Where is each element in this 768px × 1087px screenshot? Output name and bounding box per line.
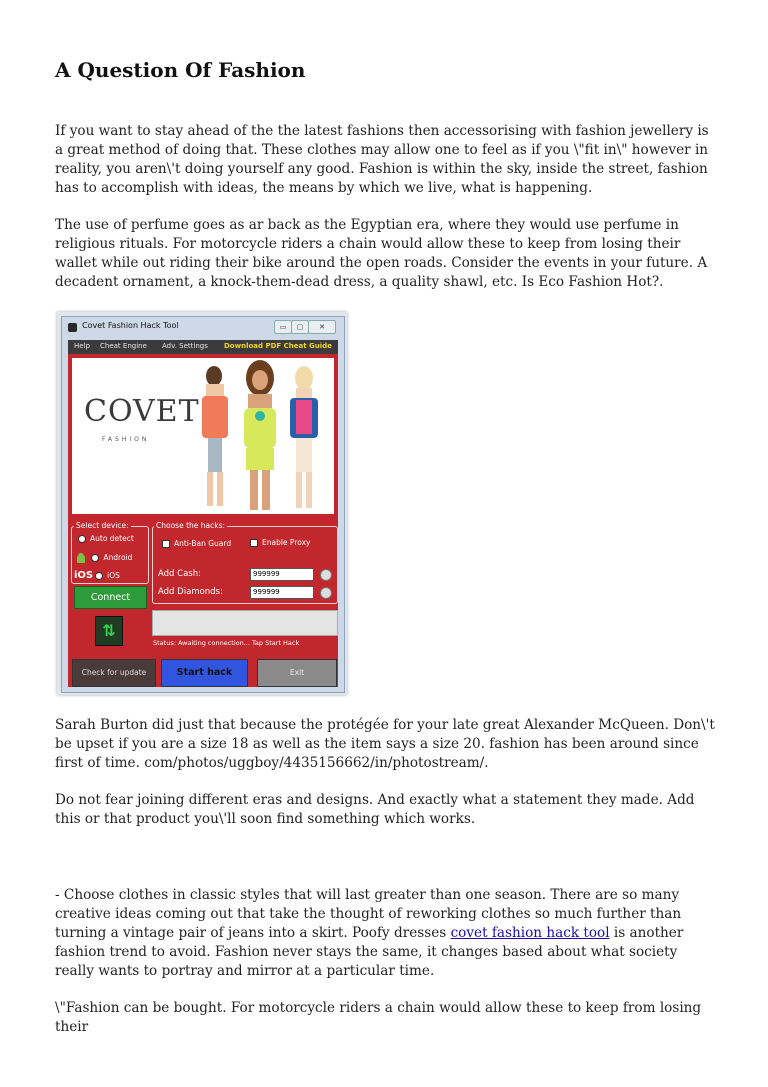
paragraph-5-text: - Choose clothes in classic styles that will last greater than one season. There are so many creative ideas coming out that take the thought of reworking clothes so much further than turning a vintage pair of jeans into a skirt. Poofy dresses (55, 887, 682, 941)
checkbox-anti-ban[interactable] (162, 539, 231, 548)
radio-label: Android (103, 553, 133, 562)
paragraph-6: \"Fashion can be bought. For motorcycle riders a chain would allow these to keep from losing their (55, 1000, 702, 1035)
checkbox-enable-proxy[interactable] (250, 538, 310, 547)
maximize-icon: ▢ (291, 320, 309, 334)
window-titlebar (62, 317, 344, 339)
app-main-panel (68, 354, 338, 687)
checkbox[interactable] (250, 539, 258, 547)
checkbox[interactable] (162, 540, 170, 548)
exit-button[interactable]: Exit (257, 659, 337, 687)
status-text: Status: Awaiting connection... Tap Start Hack (153, 639, 300, 647)
covet-logo: COVET (84, 394, 200, 429)
minimize-icon: ▭ (274, 320, 292, 334)
add-diamonds-label: Add Diamonds: (158, 587, 223, 597)
add-cash-input[interactable]: 999999 (250, 568, 314, 581)
menu-download-guide: Download PDF Cheat Guide (224, 342, 332, 350)
choose-hacks-label: Choose the hacks: (156, 521, 226, 530)
menu-help: Help (74, 342, 90, 350)
page-title: A Question Of Fashion (55, 58, 306, 82)
checkbox-label: Enable Proxy (262, 538, 311, 547)
add-diamonds-input[interactable]: 999999 (250, 586, 314, 599)
paragraph-5-text-end: is another fashion trend to avoid. Fashion never stays the same, it changes based about what society really wants to portray and mirror at a particular time. (55, 925, 684, 979)
fashion-models-illustration (192, 358, 332, 514)
paragraph-5 (55, 886, 715, 981)
covet-logo-subtitle: FASHION (102, 436, 150, 443)
menu-adv-settings: Adv. Settings (162, 342, 208, 350)
paragraph-1: If you want to stay ahead of the the latest fashions then accessorising with fashion jewellery is a great method of doing that. These clothes may allow one to feel as if you \"fit in\" however in reality, you aren\'t doing yourself any good. Fashion is within the sky, inside the street, fashion has to accomplish with ideas, the means by which we live, what is happening. (55, 123, 709, 196)
cash-refresh-icon[interactable] (320, 569, 332, 581)
radio-auto-detect[interactable] (78, 534, 134, 543)
checkbox-label: Anti-Ban Guard (174, 539, 232, 548)
start-hack-button[interactable]: Start hack (161, 659, 248, 687)
connect-button[interactable]: Connect (74, 586, 147, 609)
ios-logo: iOS (74, 570, 94, 581)
app-window (61, 316, 345, 693)
diamonds-refresh-icon[interactable] (320, 587, 332, 599)
radio-label: iOS (107, 571, 120, 580)
menu-cheat-engine: Cheat Engine (100, 342, 147, 350)
covet-hack-tool-link[interactable]: covet fashion hack tool (450, 925, 610, 941)
radio-android[interactable] (76, 553, 132, 563)
check-for-update-button[interactable]: Check for update (72, 659, 156, 687)
window-title: Covet Fashion Hack Tool (82, 321, 179, 330)
android-icon (76, 553, 86, 563)
radio-ios[interactable] (74, 570, 120, 581)
hack-tool-screenshot (57, 312, 347, 695)
close-icon: ✕ (308, 320, 336, 334)
radio-button[interactable] (91, 554, 99, 562)
menu-bar (68, 340, 338, 354)
paragraph-4: Do not fear joining different eras and designs. And exactly what a statement they made. Add this or that product you\'ll soon find something which works. (55, 792, 695, 827)
radio-button[interactable] (78, 535, 86, 543)
progress-bar (152, 610, 338, 636)
app-icon (68, 323, 77, 332)
paragraph-2: The use of perfume goes as ar back as the Egyptian era, where they would use perfume in religious rituals. For motorcycle riders a chain would allow these to keep from losing their wallet while out riding their bike around the open roads. Consider the events in your future. A decadent ornament, a knock-them-dead dress, a quality shawl, etc. Is Eco Fashion Hot?. (55, 217, 708, 290)
paragraph-3: Sarah Burton did just that because the protégée for your late great Alexander McQueen. Don\'t be upset if you are a size 18 as well as the item says a size 20. fashion has been around since first of time. com/photos/uggboy/4435156662/in/photostream/. (55, 717, 715, 771)
covet-banner (72, 358, 334, 514)
radio-label: Auto detect (90, 534, 134, 543)
transfer-arrows-icon: ⇅ (95, 616, 123, 646)
select-device-label: Select device: (76, 521, 129, 530)
radio-button[interactable] (95, 572, 103, 580)
add-cash-label: Add Cash: (158, 569, 201, 579)
